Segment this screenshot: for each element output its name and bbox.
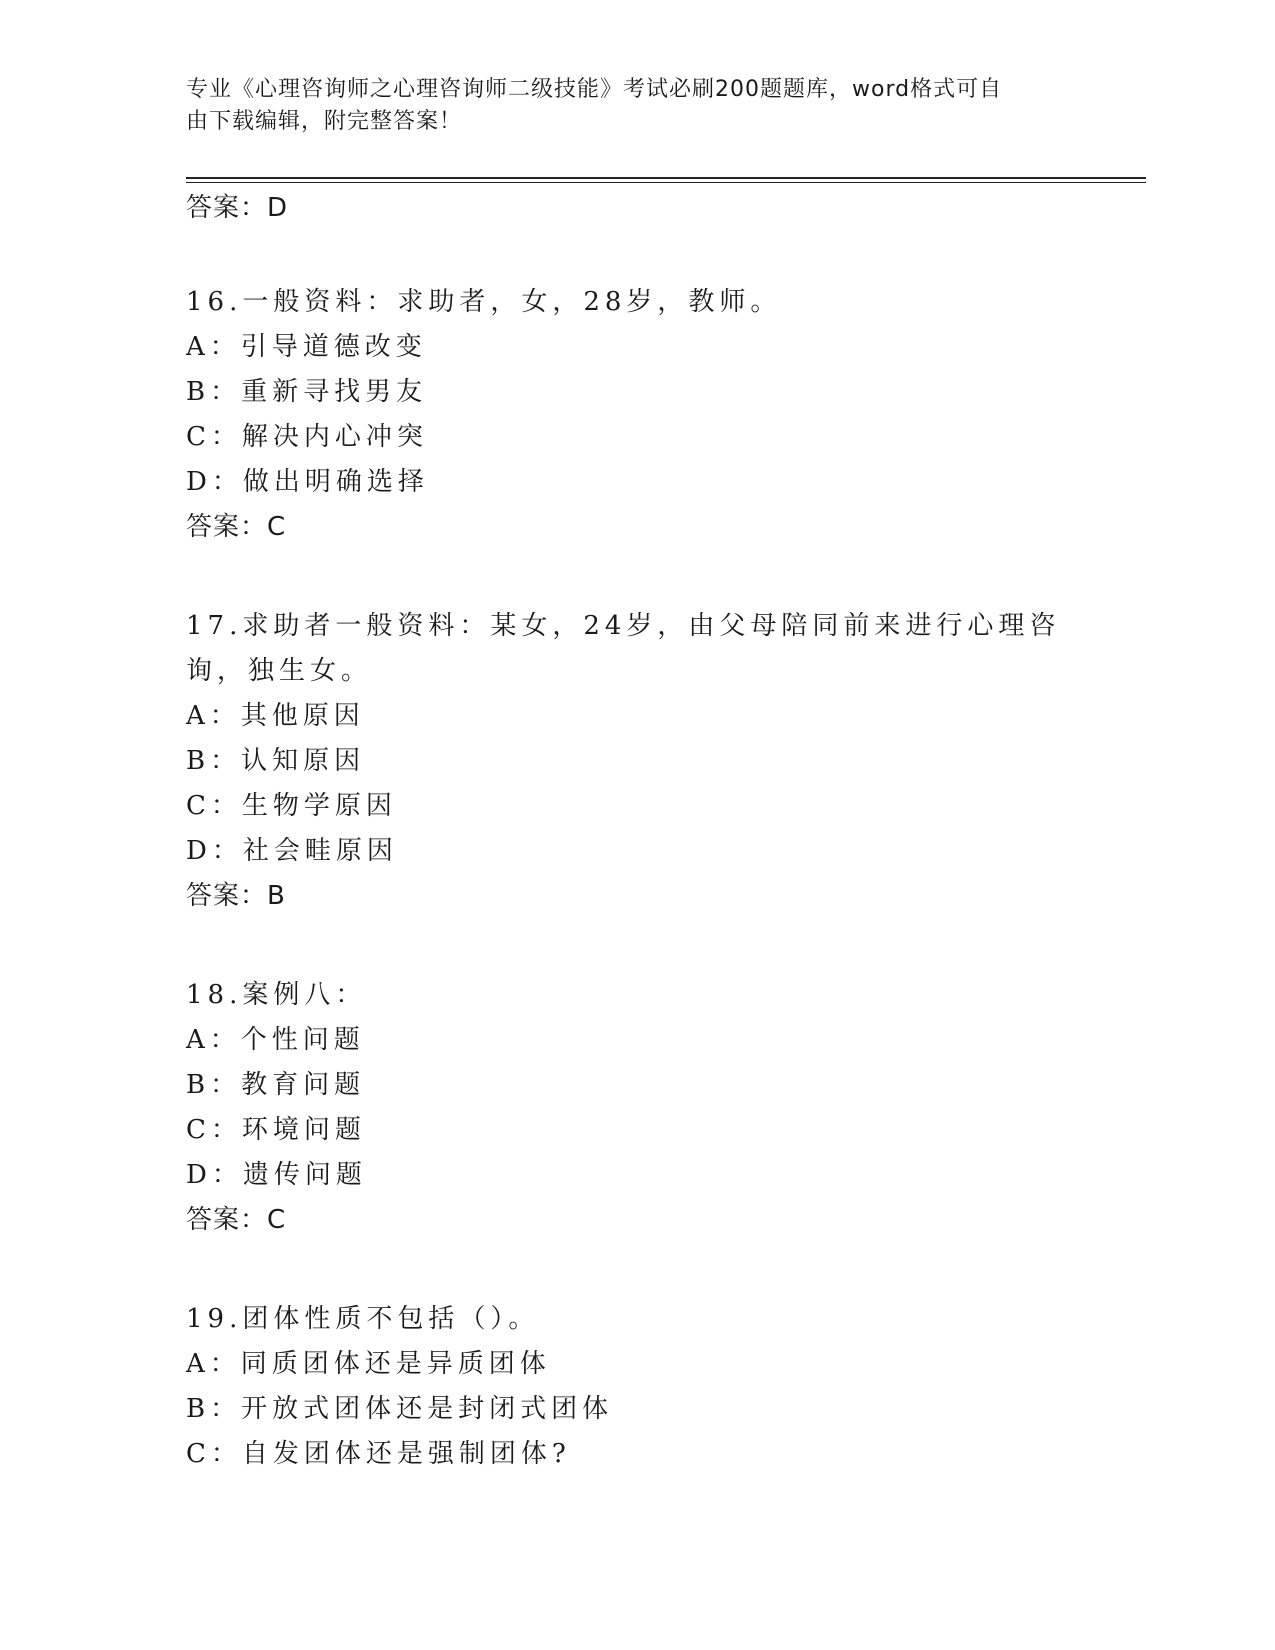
header-divider-thin xyxy=(186,182,1146,183)
question-stem: 18.案例八： xyxy=(186,980,367,1010)
option-c: C：解决内心冲突 xyxy=(186,422,428,452)
option-c: C：生物学原因 xyxy=(186,791,397,821)
question-stem: 17.求助者一般资料：某女，24岁，由父母陪同前来进行心理咨询，独生女。 xyxy=(186,611,1061,686)
option-b: B：认知原因 xyxy=(186,746,366,776)
question-list xyxy=(186,190,1086,1477)
option-b: B：重新寻找男友 xyxy=(186,377,428,407)
question-stem: 16.一般资料：求助者，女，28岁，教师。 xyxy=(186,287,782,317)
option-b: B：开放式团体还是封闭式团体 xyxy=(186,1394,614,1424)
question-16 xyxy=(186,280,1086,550)
header-line-1: 专业《心理咨询师之心理咨询师二级技能》考试必刷200题题库，word格式可自 xyxy=(186,77,1003,102)
option-a: A：引导道德改变 xyxy=(186,332,427,362)
header-line-2: 由下载编辑，附完整答案！ xyxy=(186,109,463,134)
question-19 xyxy=(186,1297,1086,1477)
option-a: A：同质团体还是异质团体 xyxy=(186,1349,551,1379)
option-a: A：其他原因 xyxy=(186,701,365,731)
previous-answer: 答案：D xyxy=(186,193,289,223)
option-a: A：个性问题 xyxy=(186,1025,365,1055)
question-answer: 答案：C xyxy=(186,1205,287,1235)
option-d: D：遗传问题 xyxy=(186,1160,367,1190)
document-header xyxy=(186,74,1066,138)
question-answer: 答案：C xyxy=(186,512,287,542)
question-17 xyxy=(186,604,1086,919)
header-divider-thick xyxy=(186,177,1146,179)
option-b: B：教育问题 xyxy=(186,1070,366,1100)
question-answer: 答案：B xyxy=(186,881,286,911)
option-c: C：环境问题 xyxy=(186,1115,366,1145)
option-d: D：社会畦原因 xyxy=(186,836,398,866)
option-d: D：做出明确选择 xyxy=(186,467,429,497)
option-c: C：自发团体还是强制团体? xyxy=(186,1439,571,1469)
question-18 xyxy=(186,973,1086,1243)
question-stem: 19.团体性质不包括（）。 xyxy=(186,1304,540,1334)
